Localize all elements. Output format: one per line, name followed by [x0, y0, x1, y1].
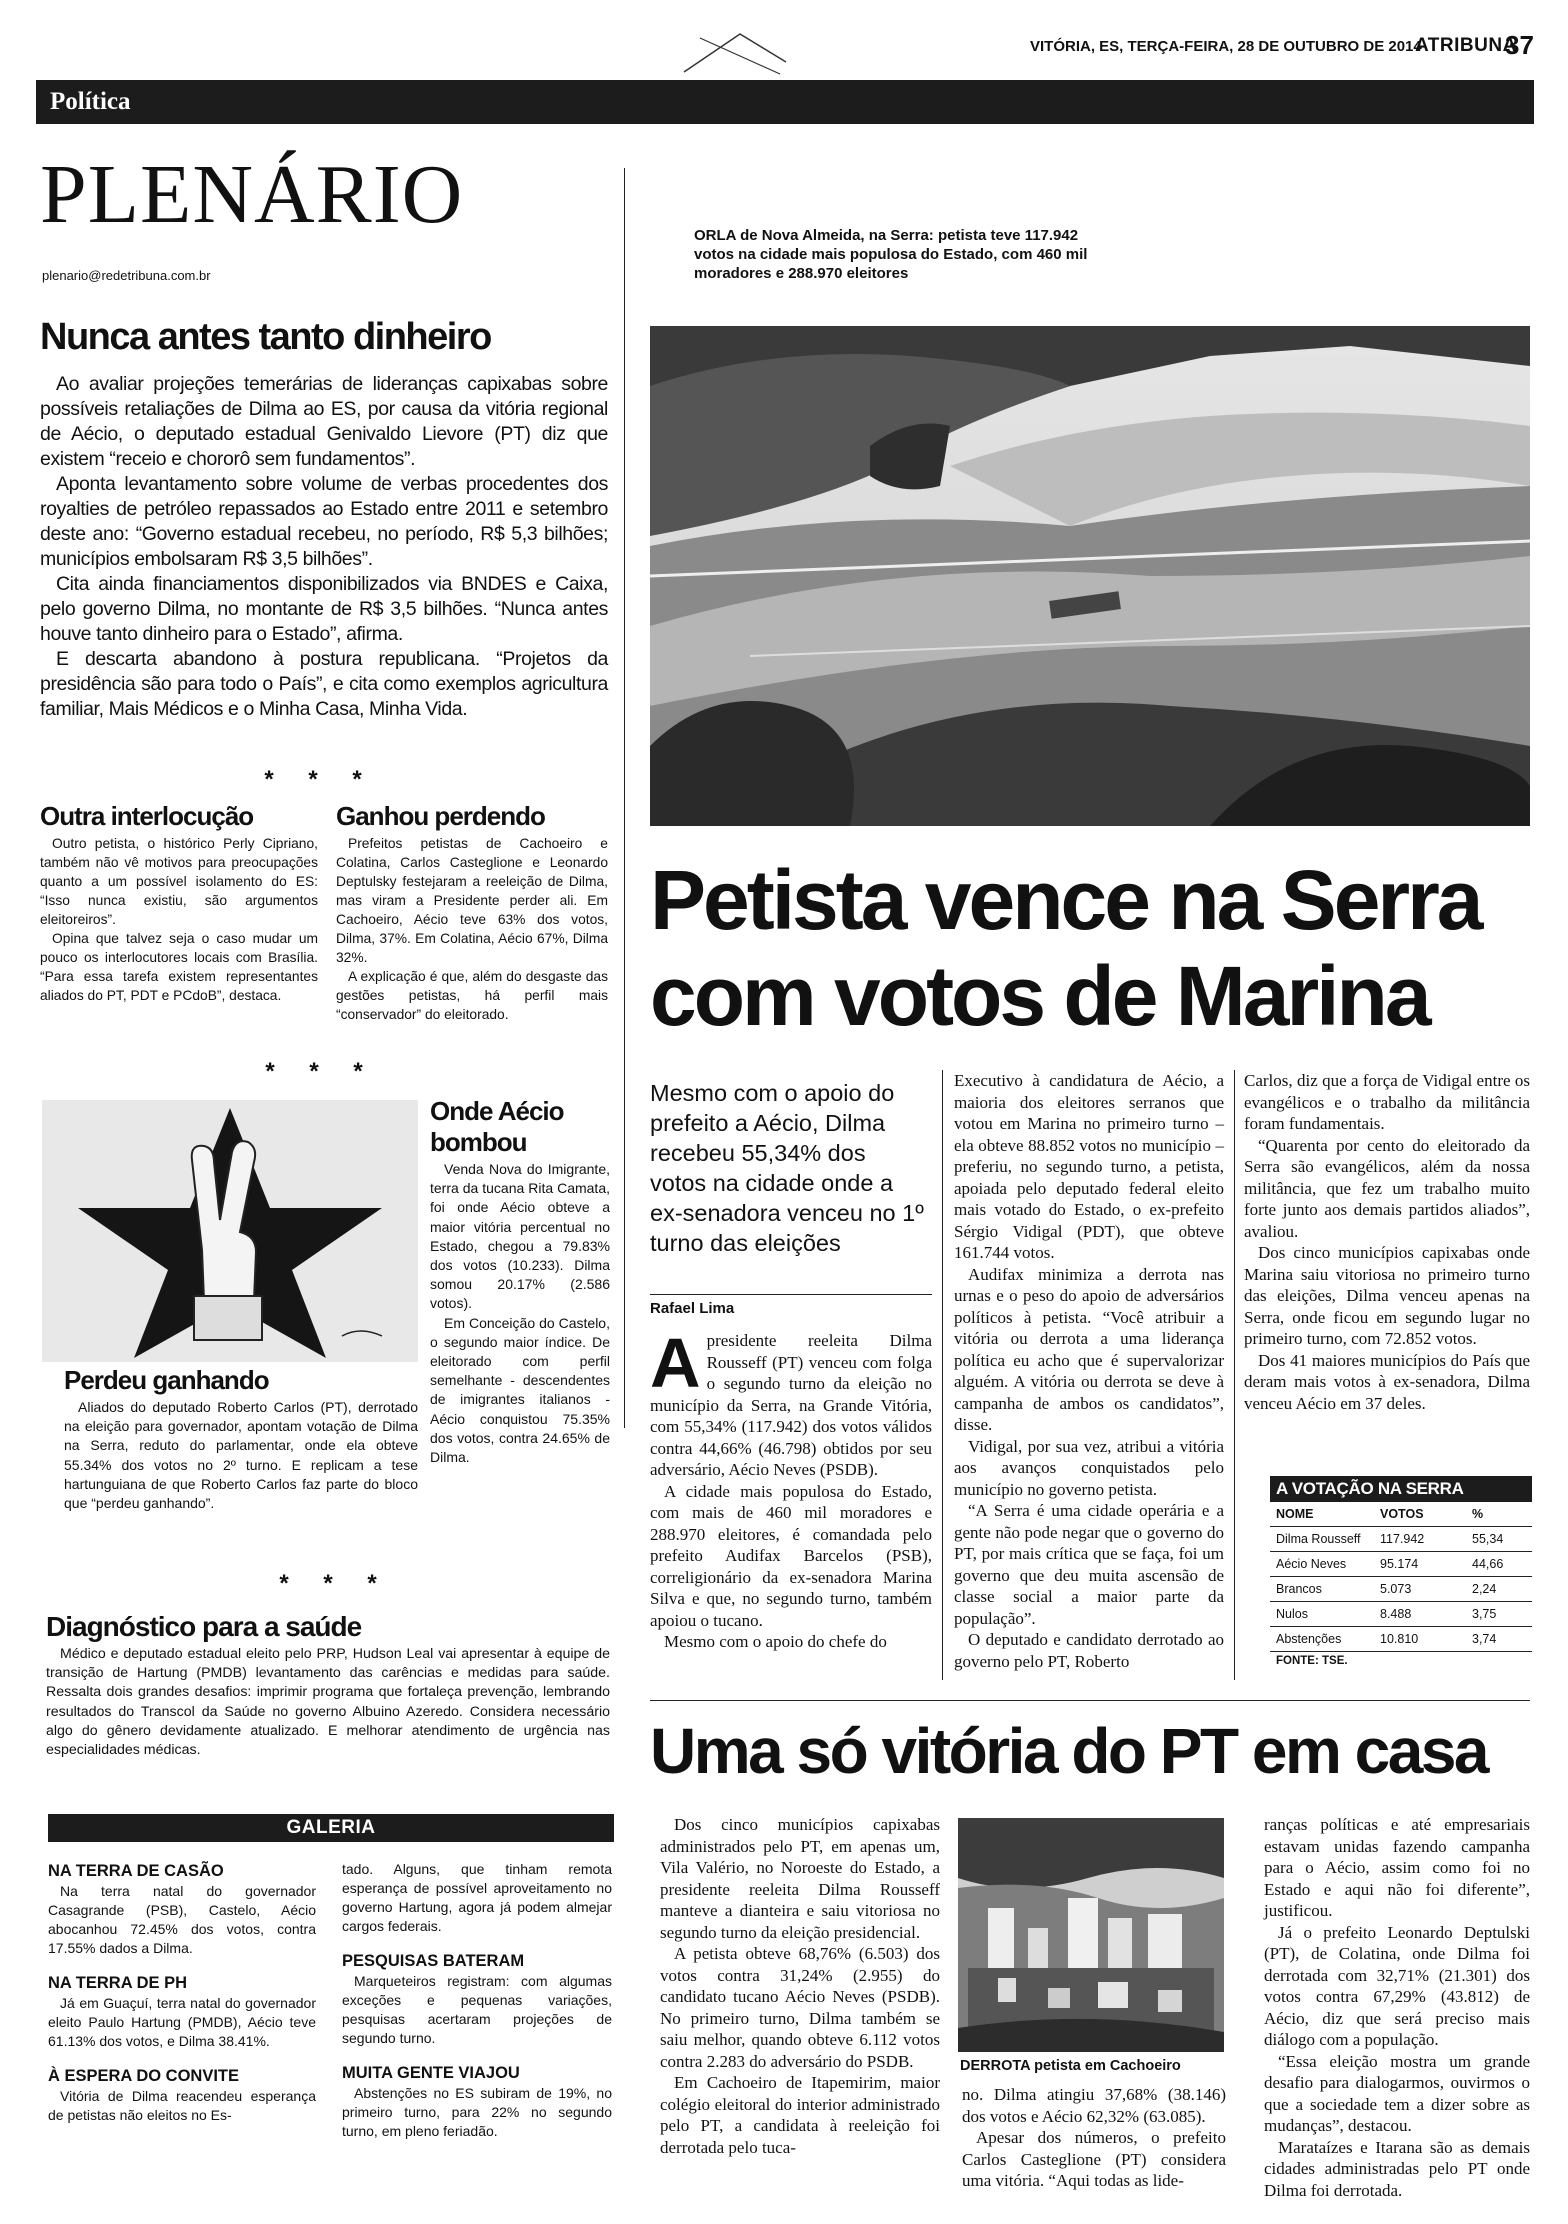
second-col1-p3: Em Cachoeiro de Itapemirim, maior colégio eleitoral do interior administrado pelo PT, a candidata à reeleição foi derrotada pelo tuca-	[660, 2073, 940, 2157]
date-line: VITÓRIA, ES, TERÇA-FEIRA, 28 DE OUTUBRO DE 2014	[1030, 38, 1422, 55]
main-col1	[650, 1324, 932, 1653]
main-col3-p3: Dos cinco municípios capixabas onde Marina saiu vitoriosa no primeiro turno das eleições, Dilma venceu apenas na Serra, onde ficou em segundo lugar no primeiro turno, com 72.852 votos.	[1244, 1243, 1530, 1348]
galeria-item-2	[48, 1972, 316, 2051]
main-dropcap: A	[650, 1324, 701, 1402]
vote-cell-votes-5: 10.810	[1380, 1632, 1419, 1646]
main-col3-p2: “Quarenta por cento do eleitorado da Serra são evangélicos, além da nossa militância, que fez um trabalho muito forte junto aos demais partidos aliados”, avaliou.	[1244, 1135, 1530, 1241]
galeria-item-1	[48, 1860, 316, 1958]
galeria-text-2: Já em Guaçuí, terra natal do governador eleito Paulo Hartung (PMDB), Aécio teve 61.13% dos votos, e Dilma 38.41%.	[48, 1995, 316, 2049]
diag-p1: Médico e deputado estadual eleito pelo PRP, Hudson Leal vai apresentar à equipe de transição de Hartung (PMDB) levantamento das carências e medidas para saúde. Ressalta dois grandes desafios: imprimir programa que fortaleça prevenção, lembrando resultados do Transcol da Saúde no governo Albuino Azeredo. Considera necessário algo do gênero devidamente atualizado. E melhorar atendimento de urgência nas especialidades médicas.	[46, 1646, 610, 1759]
onde-body	[430, 1160, 610, 1467]
main-col1-p1: presidente reeleita Dilma Rousseff (PT) venceu com folga o segundo turno da eleição no município da Serra, na Grande Vitória, com 55,34% (117.942) dos votos válidos contra 44,66% (46.798) obtidos por seu adversário, Aécio Neves (PSDB).	[650, 1331, 932, 1479]
galeria-head-1: NA TERRA DE CASÃO	[48, 1862, 224, 1880]
photo2-caption-bold: DERROTA	[960, 2058, 1031, 2074]
main-headline: Petista vence na Serra com votos de Marina	[650, 853, 1481, 1043]
galeria-text-6: Abstenções no ES subiram de 19%, no primeiro turno, para 22% no segundo turno, em pleno feriadão.	[342, 2085, 612, 2139]
vote-cell-pct-1: 55,34	[1472, 1532, 1504, 1546]
vote-cell-pct-5: 3,74	[1472, 1632, 1497, 1646]
vote-table-title: A VOTAÇÃO NA SERRA	[1270, 1476, 1532, 1502]
vote-cell-name-3: Brancos	[1276, 1582, 1322, 1596]
outra-p2: Opina que talvez seja o caso mudar um pouco os interlocutores locais com Brasília. “Para essa tarefa existem representantes aliados do PT, PDT e PCdoB”, destaca.	[40, 931, 318, 1003]
ganhou-headline: Ganhou perdendo	[336, 801, 545, 831]
photo1-caption-bold: ORLA de Nova Almeida, na Serra:	[694, 227, 934, 244]
column-divider	[624, 168, 625, 1428]
photo2-caption-text: petista em Cachoeiro	[1034, 2058, 1181, 2074]
galeria-col-left	[48, 1860, 316, 2125]
main-col3	[1244, 1070, 1530, 1414]
main-col3-p4: Dos 41 maiores municípios do País que deram mais votos à ex-senadora, Dilma venceu Aécio em 37 deles.	[1244, 1350, 1530, 1413]
galeria-band	[48, 1814, 614, 1842]
second-rule	[650, 1700, 1530, 1701]
main-col1-p2: A cidade mais populosa do Estado, com mais de 460 mil moradores e 288.970 eleitores, é comandada pelo prefeito Audifax Barcelos (PSB), correligionário da ex-senadora Marina Silva e que, no segundo turno, também apoiou o tucano.	[650, 1481, 932, 1630]
nunca-p1: Ao avaliar projeções temerárias de lideranças capixabas sobre possíveis retaliações de Dilma ao ES, por causa da vitória regional de Aécio, o deputado estadual Genivaldo Lievore (PT) diz que existem “receio e chororô sem fundamentos”.	[40, 373, 608, 470]
main-col-divider-1	[942, 1070, 943, 1680]
vote-cell-pct-3: 2,24	[1472, 1582, 1497, 1596]
second-col3-p2: Já o prefeito Leonardo Deptulski (PT), de Colatina, onde Dilma foi derrotada com 32,71% (21.301) dos votos contra 67,29% (43.812) de Aécio, diz que será preciso mais diálogo com a população.	[1264, 1922, 1530, 2049]
main-col-divider-2	[1234, 1070, 1235, 1680]
galeria-col-right	[342, 1860, 612, 2141]
main-byline: Rafael Lima	[650, 1300, 735, 1317]
vote-cell-name-2: Aécio Neves	[1276, 1557, 1347, 1571]
section-label: Política	[50, 88, 131, 115]
galeria-item-5	[342, 1950, 612, 2048]
vote-row-4	[1270, 1602, 1532, 1627]
photo1-image	[650, 326, 1530, 826]
photo2-image	[958, 1818, 1224, 2052]
column-email: plenario@redetribuna.com.br	[42, 268, 211, 283]
galeria-item-6	[342, 2062, 612, 2141]
vote-th-name: NOME	[1276, 1507, 1314, 1521]
second-col3-p3: “Essa eleição mostra um grande desafio para dialogarmos, ouvirmos o que a sociedade tem a dizer sobre as mudanças”, destacou.	[1264, 2051, 1530, 2135]
second-headline: Uma só vitória do PT em casa	[650, 1715, 1487, 1787]
main-deck: Mesmo com o apoio do prefeito a Aécio, Dilma recebeu 55,34% dos votos na cidade onde a ex-senadora venceu no 1º turno das eleições	[650, 1080, 924, 1256]
main-col1-p3: Mesmo com o apoio do chefe do	[664, 1632, 887, 1651]
byline-rule	[650, 1294, 932, 1295]
main-col2-p5: O deputado e candidato derrotado ao governo pelo PT, Roberto	[954, 1630, 1224, 1671]
second-col3	[1264, 1814, 1530, 2201]
onde-p2: Em Conceição do Castelo, o segundo maior índice. De eleitorado com perfil semelhante - descendentes de imigrantes italianos - Aécio conquistou 75.35% dos votos, contra 24.65% de Dilma.	[430, 1314, 610, 1466]
ganhou-p1: Prefeitos petistas de Cachoeiro e Colatina, Carlos Casteglione e Leonardo Deptulsky festejaram a reeleição de Dilma, mas viram a Presidente perder ali. Em Cachoeiro, Aécio teve 63% dos votos, Dilma, 37%. Em Colatina, Aécio 67%, Dilma 32%.	[336, 836, 608, 965]
vote-table	[1270, 1476, 1532, 1667]
photo1-caption	[694, 226, 1094, 283]
cartoon-image	[42, 1100, 418, 1362]
vote-cell-name-1: Dilma Rousseff	[1276, 1532, 1361, 1546]
second-col2-p1: no. Dilma atingiu 37,68% (38.146) dos votos e Aécio 62,32% (63.085).	[962, 2085, 1226, 2126]
vote-cell-votes-2: 95.174	[1380, 1557, 1419, 1571]
main-col3-p1: Carlos, diz que a força de Vidigal entre os evangélicos e o trabalho da militância foram fundamentais.	[1244, 1071, 1530, 1133]
second-col2-p2: Apesar dos números, o prefeito Carlos Casteglione (PT) considera uma vitória. “Aqui todas as lide-	[962, 2128, 1226, 2190]
galeria-head-5: PESQUISAS BATERAM	[342, 1952, 525, 1970]
page-number: 37	[1505, 30, 1534, 60]
vote-cell-pct-2: 44,66	[1472, 1557, 1504, 1571]
nunca-p2: Aponta levantamento sobre volume de verbas procedentes dos royalties de petróleo repassados ao Estado entre 2011 e setembro deste ano: “Governo estadual recebeu, no período, R$ 5,3 bilhões; municípios embolsaram R$ 3,5 bilhões”.	[40, 473, 608, 570]
galeria-item-3	[48, 2065, 316, 2125]
perdeu-body	[64, 1398, 418, 1513]
stars-3: * * *	[279, 1570, 391, 1597]
galeria-text-3: Vitória de Dilma reacendeu esperança de petistas não eleitos no Es-	[48, 2088, 316, 2123]
vote-th-pct: %	[1472, 1507, 1484, 1521]
vote-th-votes: VOTOS	[1380, 1507, 1424, 1521]
second-col1-p2: A petista obteve 68,76% (6.503) dos votos contra 31,24% (2.955) do candidato tucano Aécio Neves (PSDB). No primeiro turno, Dilma também se saiu melhor, quando obteve 6.112 votos contra 2.283 do adversário do PSDB.	[660, 1944, 940, 2071]
ganhou-p2: A explicação é que, além do desgaste das gestões petistas, há perfil mais “conservador” do eleitorado.	[336, 969, 608, 1022]
diag-body	[46, 1645, 610, 1760]
second-col2	[962, 2084, 1226, 2192]
onde-p1: Venda Nova do Imigrante, terra da tucana Rita Camata, foi onde Aécio obteve a maior vitória percentual no Estado, chegou a 79.83% dos votos (10.233). Dilma somou 20.17% (2.586 votos).	[430, 1161, 610, 1312]
section-band	[36, 80, 1534, 124]
galeria-item-4	[342, 1860, 612, 1936]
stars-1: * * *	[264, 766, 376, 793]
second-col3-p4: Marataízes e Itarana são as demais cidades administradas pelo PT onde Dilma foi derrotada.	[1264, 2137, 1530, 2200]
vote-row-5	[1270, 1627, 1532, 1652]
galeria-head-3: À ESPERA DO CONVITE	[48, 2067, 239, 2085]
galeria-head-2: NA TERRA DE PH	[48, 1974, 188, 1992]
diag-headline: Diagnóstico para a saúde	[46, 1611, 362, 1642]
galeria-text-5: Marqueteiros registram: com algumas exceções e pequenas variações, pesquisas acertaram projeções de segundo turno.	[342, 1973, 612, 2046]
perdeu-headline: Perdeu ganhando	[64, 1365, 269, 1395]
column-title: PLENÁRIO	[40, 148, 464, 241]
photo1-caption-text: petista teve 117.942 votos na cidade mais populosa do Estado, com 460 mil moradores e 288.970 eleitores	[694, 227, 1088, 282]
vote-row-3	[1270, 1577, 1532, 1602]
vote-cell-pct-4: 3,75	[1472, 1607, 1497, 1621]
nunca-headline: Nunca antes tanto dinheiro	[40, 316, 491, 358]
second-col1	[660, 1814, 940, 2158]
outra-headline: Outra interlocução	[40, 801, 254, 831]
nunca-p3: Cita ainda financiamentos disponibilizados via BNDES e Caixa, pelo governo Dilma, no montante de R$ 3,5 bilhões. “Nunca antes houve tanto dinheiro para o Estado”, afirma.	[40, 573, 608, 645]
main-col2-p1: Executivo à candidatura de Aécio, a maioria dos eleitores serranos que votou em Marina no primeiro turno – ela obteve 88.852 votos no município – preferiu, no segundo turno, a petista, apoiada pelo deputado federal eleito mais votado do Estado, o ex-prefeito Sérgio Vidigal (PDT), que obteve 161.744 votos.	[954, 1071, 1224, 1262]
vote-cell-votes-4: 8.488	[1380, 1607, 1412, 1621]
second-col3-p1: ranças políticas e até empresariais estavam unidas fazendo campanha para o Aécio, assim como foi no Estado e aqui não foi diferente”, justificou.	[1264, 1815, 1530, 1920]
vote-cell-name-5: Abstenções	[1276, 1632, 1342, 1646]
vote-row-1	[1270, 1527, 1532, 1552]
main-col2-p3: Vidigal, por sua vez, atribui a vitória aos avanços conquistados pelo município no governo petista.	[954, 1436, 1224, 1499]
galeria-title: GALERIA	[286, 1817, 376, 1838]
paper-name: ATRIBUNA	[1415, 35, 1517, 56]
galeria-text-4: tado. Alguns, que tinham remota esperança de possível aproveitamento no governo Hartung, agora já podem almejar cargos federais.	[342, 1861, 612, 1934]
vote-table-source: FONTE: TSE.	[1276, 1655, 1348, 1667]
vote-row-2	[1270, 1552, 1532, 1577]
main-col2-p4: “A Serra é uma cidade operária e a gente não pode negar que o governo do PT, por mais crítica que se faça, foi um governo que deu muita ascensão de classe social a maior parte da população”.	[954, 1501, 1224, 1628]
main-col2	[954, 1070, 1224, 1672]
nunca-body	[40, 372, 608, 722]
ganhou-body	[336, 834, 608, 1024]
stars-2: * * *	[265, 1058, 377, 1085]
outra-p1: Outro petista, o histórico Perly Cipriano, também não vê motivos para preocupações quanto a um possível isolamento do ES: “Isso nunca existiu, são argumentos eleitoreiros”.	[40, 836, 318, 927]
vote-table-header	[1270, 1502, 1532, 1527]
vote-cell-votes-1: 117.942	[1380, 1532, 1425, 1546]
onde-headline: Onde Aécio bombou	[430, 1096, 564, 1157]
vote-cell-votes-3: 5.073	[1380, 1582, 1412, 1596]
photo2-caption	[960, 2058, 1230, 2074]
galeria-text-1: Na terra natal do governador Casagrande (PSB), Castelo, Aécio abocanhou 72.45% dos votos, contra 17.55% dados a Dilma.	[48, 1883, 316, 1956]
galeria-head-6: MUITA GENTE VIAJOU	[342, 2064, 520, 2082]
main-col2-p2: Audifax minimiza a derrota nas urnas e o peso do apoio de adversários políticos à petista. “Você atribuir a vitória ou derrota a uma liderança política eu acho que é supervalorizar alguém. A vitória ou derrota se deve à campanha de ambos os candidatos”, disse.	[954, 1264, 1224, 1434]
nunca-p4: E descarta abandono à postura republicana. “Projetos da presidência são para todo o País”, e cita como exemplos agricultura familiar, Mais Médicos e o Minha Casa, Minha Vida.	[40, 648, 608, 720]
scan-mark	[680, 28, 790, 76]
vote-cell-name-4: Nulos	[1276, 1607, 1308, 1621]
second-col1-p1: Dos cinco municípios capixabas administrados pelo PT, em apenas um, Vila Valério, no Noroeste do Estado, a presidente reeleita Dilma Rousseff manteve a dianteira e saiu vitoriosa no segundo turno da eleição presidencial.	[660, 1815, 940, 1942]
outra-body	[40, 834, 318, 1005]
perdeu-p1: Aliados do deputado Roberto Carlos (PT), derrotado na eleição para governador, apontam votação de Dilma na Serra, reduto do parlamentar, onde ela obteve 55.34% dos votos no 2º turno. E replicam a tese hartunguiana de que Roberto Carlos faz parte do bloco que “perdeu ganhando”.	[64, 1399, 418, 1512]
